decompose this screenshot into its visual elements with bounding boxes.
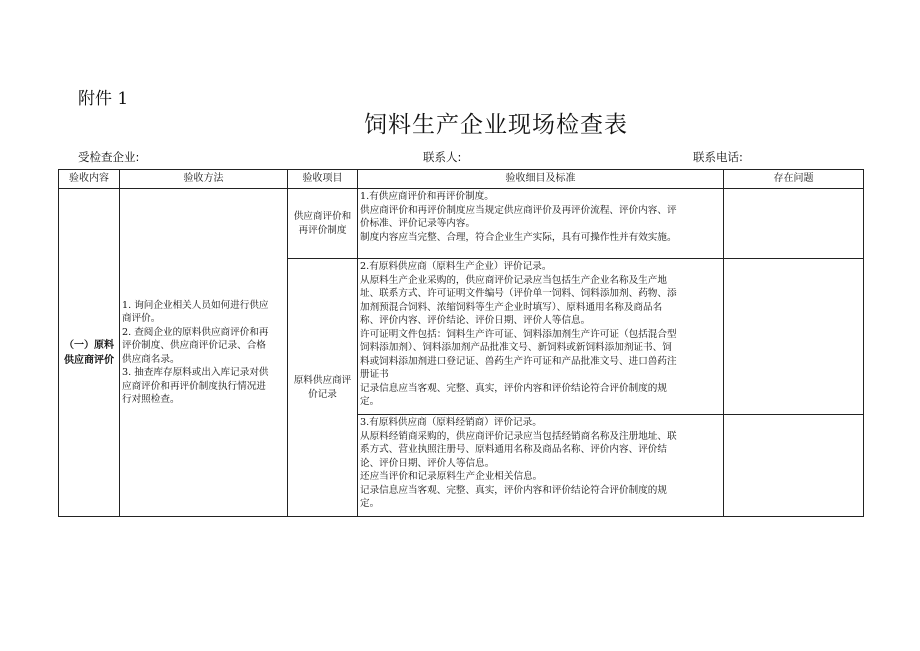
detail-line: 3.有原料供应商（原料经销商）评价记录。 [360,417,542,428]
detail-line: 记录信息应当客观、完整、真实，评价内容和评价结论符合评价制度的规 [360,382,667,394]
detail-line: 定。 [360,396,380,407]
detail-line: 加剂预混合饲料、浓缩饲料等生产企业时填写）、原料通用名称及商品名 [360,301,663,313]
item-line: 再评价制度 [298,224,347,236]
detail-cell [358,415,724,517]
method-line: 行对照检查。 [122,394,180,405]
method-line: 评价制度、供应商评价记录、合格 [122,340,266,351]
method-line: 应商评价和再评价制度执行情况进 [122,380,266,392]
contact-person-label: 联系人: [423,150,462,164]
item-cell [288,189,358,259]
detail-line: 论、评价日期、评价人等信息。 [360,457,495,469]
document-title: 饲料生产企业现场检查表 [364,112,628,138]
column-header-detail: 验收细目及标准 [358,170,724,189]
inspection-table [58,169,864,517]
method-cell [120,189,288,517]
detail-line: 从原料生产企业采购的，供应商评价记录应当包括生产企业名称及生产地 [360,274,667,286]
item-line: 价记录 [308,388,337,400]
issue-cell[interactable] [724,415,864,517]
detail-line: 记录信息应当客观、完整、真实，评价内容和评价结论符合评价制度的规 [360,484,667,496]
method-line: 2. 查阅企业的原料供应商评价和再 [122,326,269,338]
table-header-row [59,170,864,189]
item-line: 原料供应商评 [293,375,352,386]
column-header-item: 验收项目 [288,170,358,189]
method-line: 3. 抽查库存原料或出入库记录对供 [122,367,269,378]
detail-line: 定。 [360,498,380,509]
detail-line: 从原料经销商采购的，供应商评价记录应当包括经销商名称及注册地址、联 [360,430,677,442]
detail-line: 许可证明文件包括：饲料生产许可证、饲料添加剂生产许可证（包括混合型 [360,328,677,340]
contact-phone-label: 联系电话: [693,150,743,164]
detail-line: 系方式、营业执照注册号、原料通用名称及商品名称、评价内容、评价结 [360,444,667,455]
detail-line: 2.有原料供应商（原料生产企业）评价记录。 [360,261,552,272]
issue-cell[interactable] [724,189,864,259]
detail-line: 价标准、评价记录等内容。 [360,218,476,229]
content-line: （一）原料 [64,339,114,351]
content-cell [59,189,120,517]
detail-cell [358,259,724,415]
detail-line: 册证书 [360,369,389,380]
method-line: 1. 询问企业相关人员如何进行供应 [122,299,269,311]
attachment-label: 附件 1 [78,89,129,109]
detail-line: 称、评价内容、评价结论、评价日期、评价人等信息。 [360,315,591,326]
detail-line: 供应商评价和再评价制度应当规定供应商评价及再评价流程、评价内容、评 [360,204,677,216]
content-line: 供应商评价 [64,354,114,366]
item-cell [288,259,358,517]
column-header-content: 验收内容 [59,170,120,189]
detail-line: 还应当评价和记录原料生产企业相关信息。 [360,471,543,482]
item-line: 供应商评价和 [293,211,352,222]
column-header-method: 验收方法 [120,170,288,189]
column-header-issues: 存在问题 [724,170,864,189]
detail-cell [358,189,724,259]
table-row [59,189,864,259]
detail-line: 制度内容应当完整、合理，符合企业生产实际，具有可操作性并有效实施。 [360,231,677,243]
method-line: 商评价。 [122,313,161,324]
issue-cell[interactable] [724,259,864,415]
detail-line: 料或饲料添加剂进口登记证、兽药生产许可证和产品批准文号、进口兽药注 [360,355,677,367]
detail-line: 1.有供应商评价和再评价制度。 [360,191,494,202]
method-line: 供应商名录。 [122,353,180,365]
detail-line: 饲料添加剂）、饲料添加剂产品批准文号、新饲料或新饲料添加剂证书、饲 [360,342,672,353]
detail-line: 址、联系方式、许可证明文件编号（评价单一饲料、饲料添加剂、药物、添 [360,288,677,299]
inspected-company-label: 受检查企业: [78,150,140,164]
